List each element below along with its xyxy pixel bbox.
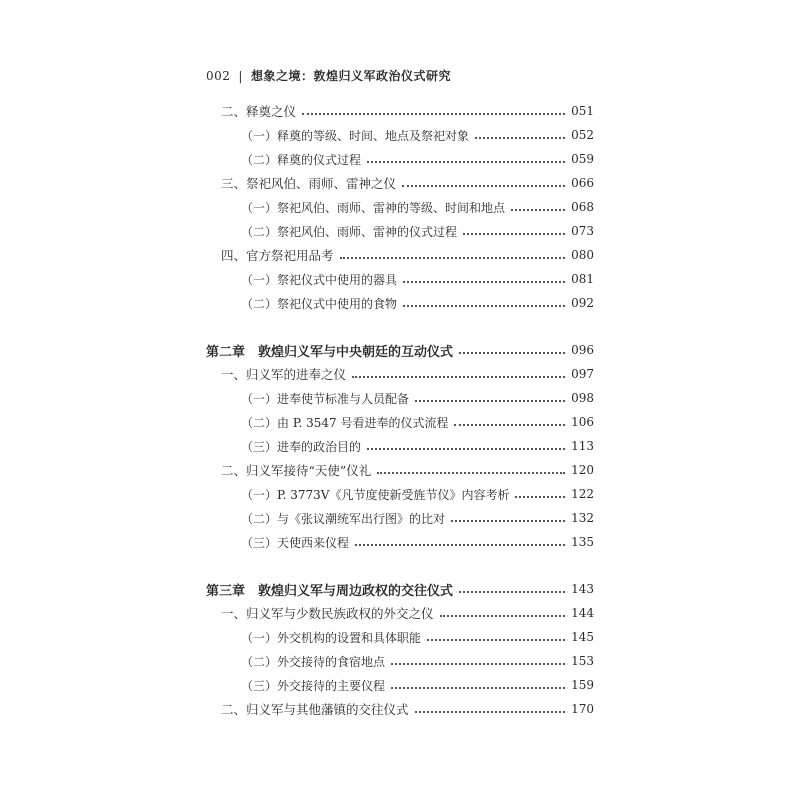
toc-entry[interactable] xyxy=(221,700,594,718)
toc-entry[interactable] xyxy=(221,365,594,383)
dot-leader xyxy=(515,495,565,498)
toc-entry-title: （一）进奉使节标准与人员配备 xyxy=(241,391,410,406)
toc-entry-title: （一）祭祀仪式中使用的器具 xyxy=(241,272,398,287)
toc-entry[interactable] xyxy=(241,628,594,646)
toc-entry-page: 132 xyxy=(571,511,594,525)
dot-leader xyxy=(391,662,565,665)
dot-leader xyxy=(440,614,566,617)
toc-entry[interactable] xyxy=(221,604,594,622)
dot-leader xyxy=(475,136,565,139)
toc-entry[interactable] xyxy=(221,102,594,120)
toc-chapter-title: 第二章 敦煌归义军与中央朝廷的互动仪式 xyxy=(206,344,454,360)
toc-entry-title: 二、归义军接待“天使”仪礼 xyxy=(221,463,372,478)
dot-leader xyxy=(403,304,565,307)
toc-entry-page: 145 xyxy=(571,630,594,644)
toc-entry-page: 066 xyxy=(571,176,594,190)
dot-leader xyxy=(402,184,565,187)
toc-chapter-title: 第三章 敦煌归义军与周边政权的交往仪式 xyxy=(206,583,454,599)
toc-entry[interactable] xyxy=(241,150,594,168)
toc-entry[interactable] xyxy=(241,413,594,431)
toc-entry-page: 106 xyxy=(571,415,594,429)
toc-entry-title: （二）释奠的仪式过程 xyxy=(241,152,362,167)
toc-entry-title: 四、官方祭祀用品考 xyxy=(221,248,334,263)
header-separator: | xyxy=(238,69,243,83)
toc-entry-title: （二）祭祀仪式中使用的食物 xyxy=(241,296,398,311)
dot-leader xyxy=(367,447,565,450)
toc-entry[interactable] xyxy=(221,174,594,192)
dot-leader xyxy=(415,710,566,713)
toc-entry[interactable] xyxy=(241,533,594,551)
toc-entry-page: 092 xyxy=(571,296,594,310)
dot-leader xyxy=(451,519,565,522)
toc-entry-page: 120 xyxy=(571,463,594,477)
dot-leader xyxy=(454,423,565,426)
toc-entry-page: 068 xyxy=(571,200,594,214)
toc-entry[interactable] xyxy=(241,198,594,216)
toc-entry-page: 122 xyxy=(571,487,594,501)
toc-entry[interactable] xyxy=(241,126,594,144)
dot-leader xyxy=(355,543,565,546)
toc-entry-title: 三、祭祀风伯、雨师、雷神之仪 xyxy=(221,176,397,191)
toc-entry-page: 096 xyxy=(571,343,594,357)
toc-entry[interactable] xyxy=(241,389,594,407)
toc-entry-page: 135 xyxy=(571,535,594,549)
toc-entry-title: （一）释奠的等级、时间、地点及祭祀对象 xyxy=(241,128,470,143)
toc-entry[interactable] xyxy=(221,461,594,479)
toc-entry[interactable] xyxy=(241,270,594,288)
toc-entry-title: 二、归义军与其他藩镇的交往仪式 xyxy=(221,702,409,717)
toc-entry-page: 170 xyxy=(571,702,594,716)
dot-leader xyxy=(377,471,565,474)
toc-entry-page: 113 xyxy=(571,439,594,453)
toc-entry-page: 080 xyxy=(571,248,594,262)
toc-entry[interactable] xyxy=(241,294,594,312)
toc-entry-page: 052 xyxy=(571,128,594,142)
dot-leader xyxy=(459,590,565,593)
dot-leader xyxy=(403,280,565,283)
toc-entry-title: 二、释奠之仪 xyxy=(221,104,297,119)
toc-entry-title: （一）P. 3773V《凡节度使新受旌节仪》内容考析 xyxy=(241,487,510,502)
toc-entry-page: 051 xyxy=(571,104,594,118)
toc-entry[interactable] xyxy=(241,485,594,503)
toc-entry-title: （二）与《张议潮统军出行图》的比对 xyxy=(241,511,446,526)
toc-entry-page: 081 xyxy=(571,272,594,286)
toc-entry-page: 144 xyxy=(571,606,594,620)
toc-entry-title: （二）外交接待的食宿地点 xyxy=(241,654,386,669)
header-page-number: 002 xyxy=(206,69,231,83)
dot-leader xyxy=(463,232,565,235)
toc-entry-page: 153 xyxy=(571,654,594,668)
dot-leader xyxy=(459,351,565,354)
toc-entry-page: 143 xyxy=(571,582,594,596)
dot-leader xyxy=(340,256,566,259)
dot-leader xyxy=(511,208,565,211)
toc-entry-title: 一、归义军的进奉之仪 xyxy=(221,367,347,382)
toc-entry-title: （一）外交机构的设置和具体职能 xyxy=(241,630,422,645)
dot-leader xyxy=(367,160,565,163)
toc-entry[interactable] xyxy=(241,676,594,694)
toc-entry[interactable] xyxy=(241,652,594,670)
header-book-title: 想象之境：敦煌归义军政治仪式研究 xyxy=(250,69,451,83)
toc-entry[interactable] xyxy=(241,222,594,240)
toc-entry-title: （三）天使西来仪程 xyxy=(241,535,350,550)
toc-entry-page: 059 xyxy=(571,152,594,166)
toc-entry[interactable] xyxy=(241,509,594,527)
toc-chapter-entry[interactable] xyxy=(206,580,594,598)
toc-entry-title: （三）进奉的政治目的 xyxy=(241,439,362,454)
toc-entry[interactable] xyxy=(221,246,594,264)
toc-entry-title: （二）由 P. 3547 号看进奉的仪式流程 xyxy=(241,415,449,430)
toc-entry-page: 073 xyxy=(571,224,594,238)
toc-entry-title: 一、归义军与少数民族政权的外交之仪 xyxy=(221,606,434,621)
dot-leader xyxy=(302,112,565,115)
dot-leader xyxy=(427,638,565,641)
dot-leader xyxy=(415,399,565,402)
dot-leader xyxy=(352,375,565,378)
dot-leader xyxy=(391,686,565,689)
toc-entry-title: （一）祭祀风伯、雨师、雷神的等级、时间和地点 xyxy=(241,200,506,215)
toc-entry-page: 097 xyxy=(571,367,594,381)
toc-entry-page: 098 xyxy=(571,391,594,405)
toc-entry-title: （三）外交接待的主要仪程 xyxy=(241,678,386,693)
toc-entry[interactable] xyxy=(241,437,594,455)
toc-chapter-entry[interactable] xyxy=(206,341,594,359)
toc-entry-title: （二）祭祀风伯、雨师、雷神的仪式过程 xyxy=(241,224,458,239)
toc-entry-page: 159 xyxy=(571,678,594,692)
